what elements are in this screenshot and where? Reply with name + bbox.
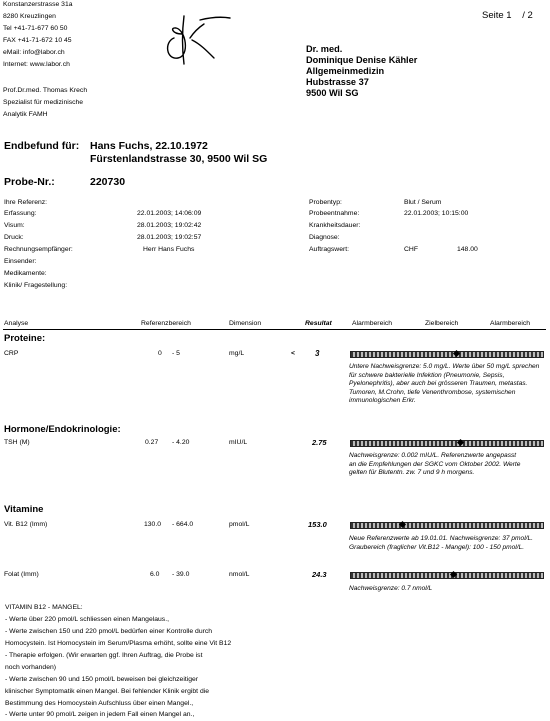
info-label: Probentyp:: [309, 199, 342, 206]
result-flag: <: [291, 350, 295, 357]
info-label: Auftragswert:: [309, 246, 350, 253]
page-label: Seite 1: [482, 10, 512, 21]
info-value: Blut / Serum: [404, 199, 442, 206]
lab-phone: Tel +41-71-677 60 50: [3, 25, 68, 32]
lab-fax: FAX +41-71-672 10 45: [3, 37, 72, 44]
info-value: 22.01.2003; 10:15:00: [404, 210, 469, 217]
vitamin-text-line: - Werte über 220 pmol/L schliessen einen Mangelaus.,: [5, 616, 169, 623]
info-label: Klinik/ Fragestellung:: [4, 282, 68, 289]
note-crp: Untere Nachweisgrenze: 5.0 mg/L. Werte über 50 mg/L sprechen für schwere bakterielle Infektion (Pneumonie, Sepsis, Pyelonephritis), aber auch bei grösseren Traumen, metastas. Tumoren, M.Crohn, tiefe Venenthrombose, systemischen immunologischen Erkr.: [349, 363, 540, 405]
result-value: 153.0: [308, 520, 327, 529]
analyte-name: CRP: [4, 350, 19, 357]
col-referenz: Referenzbereich: [141, 320, 191, 327]
section-proteine: Proteine:: [4, 333, 46, 344]
endbefund-label: Endbefund für:: [4, 140, 80, 152]
doctor-name: Prof.Dr.med. Thomas Krech: [3, 87, 88, 94]
recipient-line: Dr. med.: [306, 44, 343, 54]
vitamin-text-line: - Werte zwischen 90 und 150 pmol/L beweisen bei gleichzeitiger: [5, 676, 199, 683]
ref-high: - 5: [172, 350, 180, 357]
signature-image: [160, 8, 240, 66]
probe-label: Probe-Nr.:: [4, 176, 55, 188]
result-value: 2.75: [312, 438, 327, 447]
recipient-line: 9500 Wil SG: [306, 88, 359, 98]
info-value: 28.01.2003; 19:02:42: [137, 222, 202, 229]
recipient-line: Dominique Denise Kähler: [306, 55, 418, 65]
ref-high: - 4.20: [172, 439, 190, 446]
info-label: Medikamente:: [4, 270, 47, 277]
vitamin-text-line: - Werte unter 90 pmol/L zeigen in jedem Fall einen Mangel an.,: [5, 711, 195, 718]
note-folat: Nachweisgrenze: 0.7 nmol/L: [349, 585, 433, 592]
col-dimension: Dimension: [229, 320, 262, 327]
info-label: Rechnungsempfänger:: [4, 246, 73, 253]
info-value: 28.01.2003; 19:02:57: [137, 234, 202, 241]
ref-high: - 39.0: [172, 571, 190, 578]
vitamin-text-line: Bestimmung des Homocystein Aufschluss über einen Mangel.,: [5, 700, 194, 707]
info-label: Diagnose:: [309, 234, 340, 241]
patient-address: Fürstenlandstrasse 30, 9500 Wil SG: [90, 153, 268, 165]
analyte-name: TSH (M): [4, 439, 30, 446]
info-label: Erfassung:: [4, 210, 37, 217]
info-value: 22.01.2003; 14:06:09: [137, 210, 202, 217]
vitamin-text-line: klinischer Symptomatik einen Mangel. Bei fehlender Klinik ergibt die: [5, 688, 210, 695]
note-b12: Neue Referenzwerte ab 19.01.01. Nachweisgrenze: 37 pmol/L. Graubereich (fraglicher Vit.B12 - Mangel): 100 - 150 pmol/L.: [349, 535, 534, 551]
unit: mg/L: [229, 350, 245, 357]
info-label: Ihre Referenz:: [4, 199, 48, 206]
ref-low: 130.0: [144, 521, 162, 528]
result-value: 24.3: [312, 570, 327, 579]
vitamin-text-line: - Therapie erfolgen. (Wir erwarten ggf. Ihren Auftrag, die Probe ist: [5, 652, 203, 659]
lab-street: Konstanzerstrasse 31a: [3, 1, 73, 8]
info-label: Einsender:: [4, 258, 37, 265]
vitamin-text-line: noch vorhanden): [5, 664, 57, 671]
vitamin-text-line: - Werte zwischen 150 und 220 pmol/L bedürfen einer Kontrolle durch: [5, 628, 213, 635]
lab-internet: Internet: www.labor.ch: [3, 61, 70, 68]
unit: nmol/L: [229, 571, 250, 578]
analyte-name: Folat (Imm): [4, 571, 39, 578]
info-label: Druck:: [4, 234, 24, 241]
section-hormone: Hormone/Endokrinologie:: [4, 424, 121, 435]
section-vitamine: Vitamine: [4, 504, 44, 515]
lab-city: 8280 Kreuzlingen: [3, 13, 56, 20]
ref-low: 0: [158, 350, 162, 357]
vitamin-text-line: VITAMIN B12 - MANGEL:: [5, 604, 83, 611]
range-bar: [350, 440, 544, 447]
info-label: Probeentnahme:: [309, 210, 360, 217]
recipient-line: Allgemeinmedizin: [306, 66, 385, 76]
lab-email: eMail: info@labor.ch: [3, 49, 65, 56]
unit: pmol/L: [229, 521, 250, 528]
result-value: 3: [315, 349, 320, 358]
recipient-address: [306, 44, 417, 99]
page-total: / 2: [522, 10, 533, 21]
info-value: Herr Hans Fuchs: [143, 246, 195, 253]
page-number: [482, 10, 533, 21]
info-value: CHF: [404, 246, 418, 253]
ref-low: 6.0: [150, 571, 160, 578]
order-amount: 148.00: [457, 246, 478, 253]
note-tsh: Nachweisgrenze: 0.002 mIU/L. Referenzwerte angepasst an die Empfehlungen der SGKC vom Oktober 2002. Werte gelten für Blutentn. zw. 7 und 9 h morgens.: [349, 452, 521, 477]
doctor-title-2: Analytik FAMH: [3, 111, 48, 118]
patient-name: Hans Fuchs, 22.10.1972: [90, 140, 208, 152]
recipient-line: Hubstrasse 37: [306, 77, 369, 87]
ref-high: - 664.0: [172, 521, 194, 528]
col-analyse: Analyse: [4, 320, 29, 327]
probe-number: 220730: [90, 176, 126, 188]
col-resultat: Resultat: [305, 320, 332, 327]
info-label: Visum:: [4, 222, 25, 229]
unit: mIU/L: [229, 439, 248, 446]
analyte-name: Vit. B12 (Imm): [4, 521, 48, 528]
col-ziel: Zielbereich: [425, 320, 459, 327]
col-alarm-high: Alarmbereich: [490, 320, 531, 327]
vitamin-text-line: Homocystein. Ist Homocystein im Serum/Plasma erhöht, sollte eine Vit B12: [5, 640, 232, 647]
doctor-title: Spezialist für medizinische: [3, 99, 84, 106]
range-bar: [350, 351, 544, 358]
range-bar: [350, 572, 544, 579]
col-alarm-low: Alarmbereich: [352, 320, 393, 327]
header-divider: [3, 329, 546, 330]
ref-low: 0.27: [145, 439, 159, 446]
info-label: Krankheitsdauer:: [309, 222, 361, 229]
range-bar: [350, 522, 544, 529]
